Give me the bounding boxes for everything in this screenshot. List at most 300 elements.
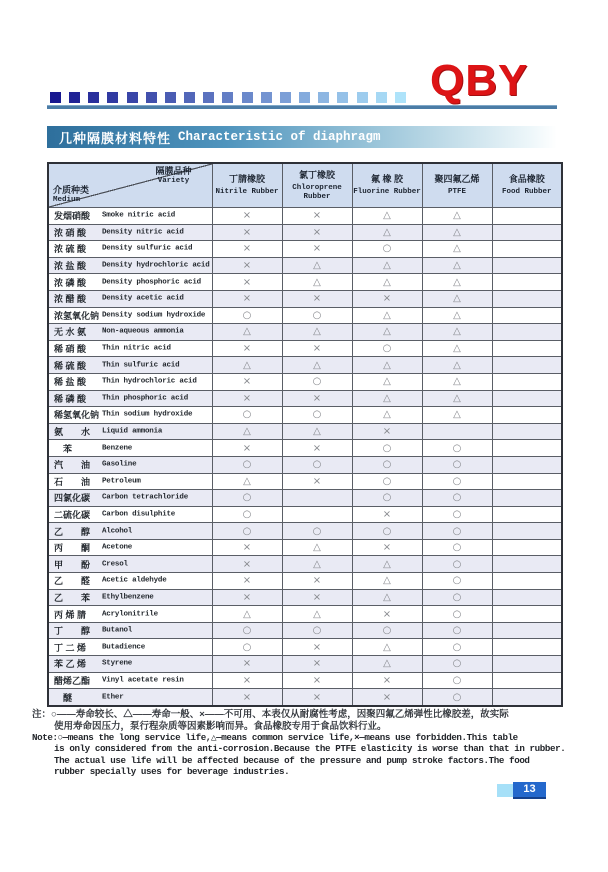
medium-name-cn: 丁 醇 [54, 626, 91, 637]
table-row [48, 224, 562, 241]
medium-name-cn: 浓氢氧化钠 [54, 310, 100, 321]
page-number-block [497, 783, 546, 798]
medium-name-en: Non-aqueous ammonia [102, 327, 184, 336]
decor-square [280, 92, 291, 103]
medium-name-en: Density nitric acid [102, 228, 184, 237]
compatibility-cell: ○ [422, 622, 492, 639]
compatibility-cell: ○ [282, 307, 352, 324]
table-row [48, 473, 562, 490]
decor-square [203, 92, 214, 103]
column-header-nitrile: 丁腈橡胶 Nitrile Rubber [212, 163, 282, 208]
medium-label-cell [48, 241, 212, 258]
compatibility-cell: △ [212, 473, 282, 490]
decor-square [165, 92, 176, 103]
medium-name-cn: 稀氢氧化钠 [54, 410, 100, 421]
table-row [48, 622, 562, 639]
compatibility-cell: △ [352, 573, 422, 590]
compatibility-cell: ○ [422, 606, 492, 623]
compatibility-cell: ○ [422, 539, 492, 556]
medium-label-cell [48, 290, 212, 307]
compatibility-cell: △ [282, 556, 352, 573]
compatibility-cell: ○ [212, 622, 282, 639]
compatibility-cell: ○ [352, 241, 422, 258]
compatibility-cell: × [212, 672, 282, 689]
compatibility-cell: × [352, 689, 422, 706]
compatibility-cell: △ [422, 241, 492, 258]
compatibility-cell [492, 606, 562, 623]
compatibility-cell: △ [422, 340, 492, 357]
medium-name-en: Acetic aldehyde [102, 576, 167, 585]
compatibility-cell: × [212, 290, 282, 307]
note-cn-line-2: 使用寿命因压力，泵行程杂质等因素影响而异。食品橡胶专用于食品饮料行业。 [54, 720, 387, 732]
compatibility-cell [492, 506, 562, 523]
table-row [48, 407, 562, 424]
column-header-chloroprene: 氯丁橡胶 Chloroprene Rubber [282, 163, 352, 208]
medium-label-cell [48, 689, 212, 706]
compatibility-cell: × [282, 290, 352, 307]
compatibility-cell: ○ [282, 523, 352, 540]
decor-square [261, 92, 272, 103]
medium-name-en: Density acetic acid [102, 294, 184, 303]
compatibility-cell: × [212, 440, 282, 457]
compatibility-cell: △ [352, 257, 422, 274]
medium-name-en: Gasoline [102, 460, 137, 469]
compatibility-cell: △ [422, 307, 492, 324]
decor-square [127, 92, 138, 103]
compatibility-cell: △ [212, 324, 282, 341]
column-header-ptfe: 聚四氟乙烯 PTFE [422, 163, 492, 208]
decor-square [376, 92, 387, 103]
compatibility-cell: ○ [352, 340, 422, 357]
medium-name-en: Thin sodium hydroxide [102, 410, 193, 419]
compatibility-cell: ○ [212, 407, 282, 424]
medium-name-en: Smoke nitric acid [102, 211, 176, 220]
compatibility-cell [492, 639, 562, 656]
compatibility-cell: △ [352, 390, 422, 407]
compatibility-cell: ○ [422, 589, 492, 606]
medium-name-en: Thin nitric acid [102, 344, 171, 353]
compatibility-cell [492, 257, 562, 274]
decor-square [337, 92, 348, 103]
section-title-cn: 几种隔膜材料特性 [59, 130, 172, 146]
compatibility-cell: × [352, 506, 422, 523]
compatibility-cell: △ [212, 606, 282, 623]
corner-medium-label: 介质种类 Medium [53, 185, 90, 204]
medium-name-en: Styrene [102, 659, 133, 668]
medium-name-en: Density sulfuric acid [102, 244, 193, 253]
note-en-line-2: is only considered from the anti-corrosion.Because the PTFE elasticity is worse than that in rubber. [54, 743, 566, 755]
decor-square [88, 92, 99, 103]
medium-label-cell [48, 672, 212, 689]
compatibility-cell [492, 208, 562, 225]
compatibility-cell: △ [282, 274, 352, 291]
compatibility-cell: ○ [422, 506, 492, 523]
medium-label-cell [48, 357, 212, 374]
medium-name-cn: 醋烯乙酯 [54, 675, 91, 686]
compatibility-cell [492, 373, 562, 390]
compatibility-cell: ○ [282, 373, 352, 390]
medium-name-en: Ether [102, 693, 124, 702]
compatibility-cell [492, 556, 562, 573]
medium-label-cell [48, 656, 212, 673]
table-row [48, 573, 562, 590]
table-row [48, 340, 562, 357]
medium-name-en: Cresol [102, 560, 128, 569]
compatibility-cell: △ [422, 274, 492, 291]
page-number-decor-square [497, 784, 513, 797]
compatibility-cell [492, 589, 562, 606]
compatibility-cell: △ [212, 357, 282, 374]
compatibility-cell: × [282, 672, 352, 689]
compatibility-cell: × [282, 208, 352, 225]
compatibility-cell [492, 224, 562, 241]
medium-label-cell [48, 539, 212, 556]
compatibility-cell: △ [282, 357, 352, 374]
compatibility-cell: ○ [422, 490, 492, 507]
table-row [48, 656, 562, 673]
compatibility-cell: ○ [212, 506, 282, 523]
corner-header-cell [48, 163, 212, 208]
compatibility-cell: ○ [422, 473, 492, 490]
compatibility-cell: × [282, 589, 352, 606]
medium-name-en: Thin phosphoric acid [102, 394, 189, 403]
medium-name-cn: 丁 二 烯 [54, 642, 87, 653]
medium-label-cell [48, 423, 212, 440]
compatibility-cell [492, 573, 562, 590]
compatibility-cell: ○ [282, 622, 352, 639]
compatibility-cell: ○ [212, 456, 282, 473]
compatibility-cell: × [212, 208, 282, 225]
compatibility-cell [492, 390, 562, 407]
medium-label-cell [48, 622, 212, 639]
compatibility-cell [492, 407, 562, 424]
compatibility-cell: ○ [212, 307, 282, 324]
medium-name-cn: 稀 硫 酸 [54, 360, 87, 371]
decor-square [69, 92, 80, 103]
compatibility-cell: ○ [352, 440, 422, 457]
compatibility-cell [422, 423, 492, 440]
compatibility-cell: △ [422, 257, 492, 274]
medium-name-cn: 浓 硫 酸 [54, 244, 87, 255]
compatibility-cell: × [212, 241, 282, 258]
table-body [48, 208, 562, 706]
compatibility-cell: × [352, 672, 422, 689]
compatibility-cell: △ [212, 423, 282, 440]
compatibility-cell: △ [352, 556, 422, 573]
medium-label-cell [48, 440, 212, 457]
compatibility-cell: △ [352, 639, 422, 656]
compatibility-cell: △ [422, 324, 492, 341]
compatibility-cell: ○ [422, 456, 492, 473]
table-row [48, 440, 562, 457]
compatibility-cell: △ [352, 656, 422, 673]
compatibility-cell: △ [352, 357, 422, 374]
medium-name-cn: 汽 油 [54, 460, 91, 471]
medium-name-cn: 石 油 [54, 476, 91, 487]
section-title-en: Characteristic of diaphragm [178, 130, 381, 144]
decor-square [242, 92, 253, 103]
medium-name-en: Petroleum [102, 477, 141, 486]
medium-name-cn: 氨 水 [54, 427, 91, 438]
compatibility-cell: × [282, 390, 352, 407]
table-row [48, 639, 562, 656]
medium-name-cn: 稀 硝 酸 [54, 344, 87, 355]
medium-name-cn: 浓 醋 酸 [54, 294, 87, 305]
table-row [48, 539, 562, 556]
header-decor-squares [50, 92, 406, 103]
compatibility-cell: × [212, 656, 282, 673]
compatibility-cell: × [282, 241, 352, 258]
compatibility-cell: △ [422, 390, 492, 407]
page-number: 13 [513, 782, 546, 799]
decor-square [146, 92, 157, 103]
medium-name-cn: 乙 苯 [54, 592, 91, 603]
compatibility-cell: × [212, 539, 282, 556]
compatibility-cell: × [282, 689, 352, 706]
medium-label-cell [48, 473, 212, 490]
medium-name-en: Density sodium hydroxide [102, 311, 206, 320]
compatibility-cell [492, 656, 562, 673]
compatibility-cell [492, 307, 562, 324]
compatibility-cell: ○ [352, 473, 422, 490]
compatibility-cell: ○ [212, 490, 282, 507]
compatibility-cell [492, 539, 562, 556]
compatibility-cell: × [212, 589, 282, 606]
compatibility-cell: △ [282, 257, 352, 274]
table-row [48, 208, 562, 225]
decor-square [299, 92, 310, 103]
medium-name-en: Alcohol [102, 527, 133, 536]
compatibility-cell: △ [352, 589, 422, 606]
medium-name-cn: 稀 盐 酸 [54, 377, 87, 388]
medium-name-cn: 丙 酮 [54, 543, 91, 554]
compatibility-cell [492, 274, 562, 291]
compatibility-cell: × [282, 573, 352, 590]
medium-label-cell [48, 307, 212, 324]
table-row [48, 357, 562, 374]
note-en-line-3: The actual use life will be affected because of the pressure and pump stroke factors.The food [54, 754, 530, 766]
compatibility-cell: △ [352, 407, 422, 424]
medium-label-cell [48, 390, 212, 407]
medium-name-en: Carbon disulphite [102, 510, 176, 519]
note-en-line-4: rubber specially uses for beverage industries. [54, 766, 290, 778]
compatibility-cell [492, 490, 562, 507]
medium-label-cell [48, 523, 212, 540]
compatibility-cell: △ [422, 357, 492, 374]
compatibility-cell: ○ [422, 689, 492, 706]
medium-label-cell [48, 274, 212, 291]
compatibility-cell [492, 241, 562, 258]
decor-square [318, 92, 329, 103]
medium-name-en: Carbon tetrachloride [102, 493, 189, 502]
table-row [48, 506, 562, 523]
compatibility-cell: ○ [352, 490, 422, 507]
compatibility-cell [492, 672, 562, 689]
medium-name-cn: 乙 醇 [54, 526, 91, 537]
medium-label-cell [48, 257, 212, 274]
compatibility-cell: × [212, 390, 282, 407]
table-row [48, 423, 562, 440]
compatibility-cell [492, 324, 562, 341]
compatibility-cell [492, 357, 562, 374]
medium-label-cell [48, 556, 212, 573]
table-row [48, 274, 562, 291]
medium-label-cell [48, 324, 212, 341]
compatibility-cell: ○ [282, 407, 352, 424]
compatibility-cell: × [282, 440, 352, 457]
table-row [48, 324, 562, 341]
medium-name-en: Ethylbenzene [102, 593, 154, 602]
medium-name-en: Butanol [102, 626, 133, 635]
medium-name-cn: 发烟硝酸 [54, 211, 91, 222]
compatibility-cell [282, 506, 352, 523]
medium-label-cell [48, 606, 212, 623]
medium-name-en: Acrylonitrile [102, 610, 158, 619]
table-header-row [48, 163, 562, 208]
compatibility-cell: △ [282, 606, 352, 623]
table-row [48, 606, 562, 623]
medium-label-cell [48, 490, 212, 507]
medium-name-cn: 浓 盐 酸 [54, 261, 87, 272]
medium-label-cell [48, 573, 212, 590]
compatibility-cell: △ [352, 324, 422, 341]
compatibility-cell: × [352, 290, 422, 307]
compatibility-cell: ○ [422, 440, 492, 457]
compatibility-cell: × [352, 606, 422, 623]
column-header-fluorine: 氟 橡 胶 Fluorine Rubber [352, 163, 422, 208]
medium-name-en: Thin sulfuric acid [102, 361, 180, 370]
compatibility-cell: ○ [422, 573, 492, 590]
compatibility-cell [492, 290, 562, 307]
compatibility-cell [492, 423, 562, 440]
medium-label-cell [48, 639, 212, 656]
decor-square [395, 92, 406, 103]
medium-name-cn: 稀 磷 酸 [54, 393, 87, 404]
qby-logo: QBY [430, 56, 529, 105]
table-row [48, 490, 562, 507]
medium-name-en: Vinyl acetate resin [102, 676, 184, 685]
compatibility-cell: ○ [422, 672, 492, 689]
medium-name-cn: 四氯化碳 [54, 493, 91, 504]
medium-name-en: Acetone [102, 543, 133, 552]
decor-square [184, 92, 195, 103]
decor-square [357, 92, 368, 103]
compatibility-cell: △ [422, 208, 492, 225]
medium-label-cell [48, 589, 212, 606]
compatibility-cell: × [212, 689, 282, 706]
compatibility-cell: △ [352, 224, 422, 241]
compatibility-cell [492, 473, 562, 490]
footnotes [32, 709, 584, 778]
compatibility-cell: ○ [422, 523, 492, 540]
table-row [48, 589, 562, 606]
table-row [48, 523, 562, 540]
compatibility-cell: × [212, 573, 282, 590]
compatibility-cell: ○ [422, 656, 492, 673]
compatibility-cell: △ [352, 373, 422, 390]
compatibility-cell: × [282, 639, 352, 656]
header-divider [47, 105, 557, 109]
medium-name-en: Density hydrochloric acid [102, 261, 210, 270]
compatibility-cell: × [282, 224, 352, 241]
table-row [48, 556, 562, 573]
medium-name-cn: 无 水 氨 [54, 327, 87, 338]
compatibility-cell: △ [282, 539, 352, 556]
table-row [48, 689, 562, 706]
compatibility-cell: △ [352, 274, 422, 291]
compatibility-cell [492, 523, 562, 540]
compatibility-cell: × [212, 224, 282, 241]
table-row [48, 257, 562, 274]
table-row [48, 672, 562, 689]
compatibility-cell: △ [422, 407, 492, 424]
medium-name-cn: 乙 醛 [54, 576, 91, 587]
medium-label-cell [48, 373, 212, 390]
medium-name-en: Butadience [102, 643, 146, 652]
compatibility-cell: ○ [282, 456, 352, 473]
table-row [48, 290, 562, 307]
compatibility-cell [492, 456, 562, 473]
medium-label-cell [48, 456, 212, 473]
compatibility-cell: × [212, 373, 282, 390]
table-row [48, 307, 562, 324]
medium-label-cell [48, 407, 212, 424]
medium-name-en: Thin hydrochloric acid [102, 377, 197, 386]
compatibility-cell: △ [282, 423, 352, 440]
compatibility-cell: ○ [352, 622, 422, 639]
compatibility-cell: △ [422, 373, 492, 390]
compatibility-cell: △ [422, 290, 492, 307]
note-en-line-1: Note:○—means the long service life,△—means common service life,×—means use forbidden.This table [32, 732, 518, 743]
medium-name-en: Liquid ammonia [102, 427, 163, 436]
medium-name-cn: 浓 磷 酸 [54, 277, 87, 288]
medium-label-cell [48, 506, 212, 523]
compatibility-cell: × [282, 473, 352, 490]
decor-square [50, 92, 61, 103]
medium-name-cn: 丙 烯 腈 [54, 609, 87, 620]
compatibility-cell: × [282, 656, 352, 673]
compatibility-cell: ○ [422, 556, 492, 573]
compatibility-cell: △ [282, 324, 352, 341]
table-row [48, 456, 562, 473]
compatibility-cell: ○ [352, 523, 422, 540]
compatibility-cell: △ [422, 224, 492, 241]
medium-label-cell [48, 208, 212, 225]
compatibility-cell [492, 340, 562, 357]
column-header-food-rubber: 食品橡胶 Food Rubber [492, 163, 562, 208]
medium-label-cell [48, 224, 212, 241]
compatibility-cell: × [352, 539, 422, 556]
compatibility-cell: ○ [352, 456, 422, 473]
medium-label-cell [48, 340, 212, 357]
compatibility-cell: × [212, 556, 282, 573]
compatibility-cell [492, 622, 562, 639]
decor-square [222, 92, 233, 103]
compatibility-cell [492, 440, 562, 457]
table-row [48, 241, 562, 258]
section-title-bar [47, 126, 557, 148]
corner-variety-label: 隔膜品种 Variety [155, 166, 192, 185]
medium-name-cn: 甲 酚 [54, 559, 91, 570]
medium-name-cn: 浓 硝 酸 [54, 227, 87, 238]
compatibility-cell [492, 689, 562, 706]
compatibility-cell: ○ [422, 639, 492, 656]
diaphragm-compatibility-table [47, 162, 563, 707]
compatibility-cell: × [212, 274, 282, 291]
decor-square [107, 92, 118, 103]
compatibility-cell: × [282, 340, 352, 357]
compatibility-cell: × [352, 423, 422, 440]
